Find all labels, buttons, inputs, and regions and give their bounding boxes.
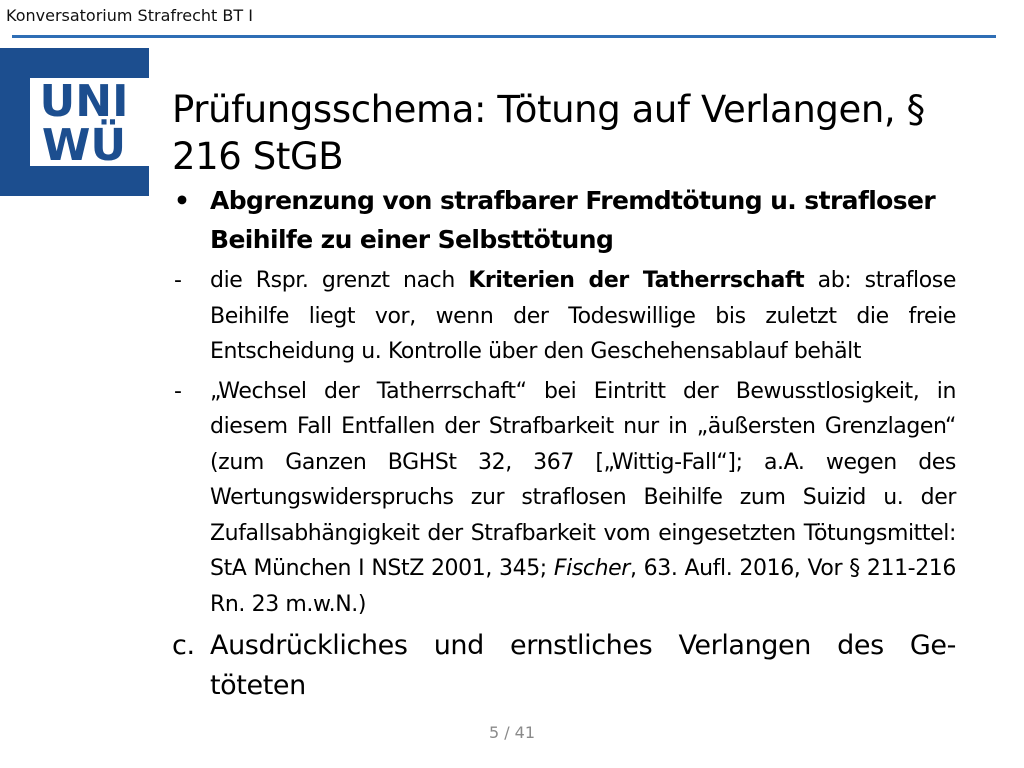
dash2-text-after: , 63. Aufl. 2016, Vor § 211-216 Rn. 23 m.w.N.) (210, 556, 956, 617)
uni-wuerzburg-logo (0, 48, 149, 196)
enumeration-marker: c. (172, 630, 195, 661)
bullet-text: Abgrenzung von strafbarer Fremdtötung u. strafloser Beihilfe zu einer Selbsttötung (210, 186, 936, 254)
bullet-point (172, 181, 956, 259)
dash-marker: - (174, 378, 182, 404)
slide-title: Prüfungsschema: Tötung auf Verlangen, § 216 StGB (172, 88, 925, 178)
dash1-text-after: ab: straflose Beihilfe liegt vor, wenn der Todeswillige bis zuletzt die freie Entscheidung u. Kontrolle über den Geschehensablauf behält (210, 268, 956, 364)
header-divider (12, 35, 996, 38)
dash1-text-before: die Rspr. grenzt nach (210, 268, 469, 293)
page-number: 5 / 41 (488, 723, 536, 742)
logo-text-line2: WÜ (41, 120, 127, 171)
item-c-text: Ausdrückliches und ernstliches Verlangen des Ge- töteten (210, 630, 956, 701)
dash-point-wechsel (172, 374, 956, 623)
dash2-text-before: „Wechsel der Tatherrschaft“ bei Eintritt der Bewusstlosigkeit, in diesem Fall Entfallen der Strafbarkeit nur in „äußersten Grenzlagen“ (zum Ganzen BGHSt 32, 367 [„Wittig-Fall“]; a.A. wegen des Wertungswiderspruchs zur straflosen Beihilfe zum Suizid u. der Zufallsabhängigkeit der Strafbarkeit vom eingesetzten Tötungsmittel: StA München I NStZ 2001, 345; (210, 378, 956, 581)
dash-point-rspr (172, 263, 956, 370)
dash1-text-bold: Kriterien der Tatherrschaft (468, 268, 805, 293)
presentation-title: Konversatorium Strafrecht BT I (6, 6, 253, 25)
dash-marker: - (174, 268, 182, 293)
logo-text-line1: UNI (39, 76, 129, 127)
dash2-text-italic: Fischer (553, 556, 630, 581)
bullet-marker: • (174, 186, 190, 215)
slide-content (172, 181, 956, 706)
enumerated-point-c (172, 626, 956, 706)
